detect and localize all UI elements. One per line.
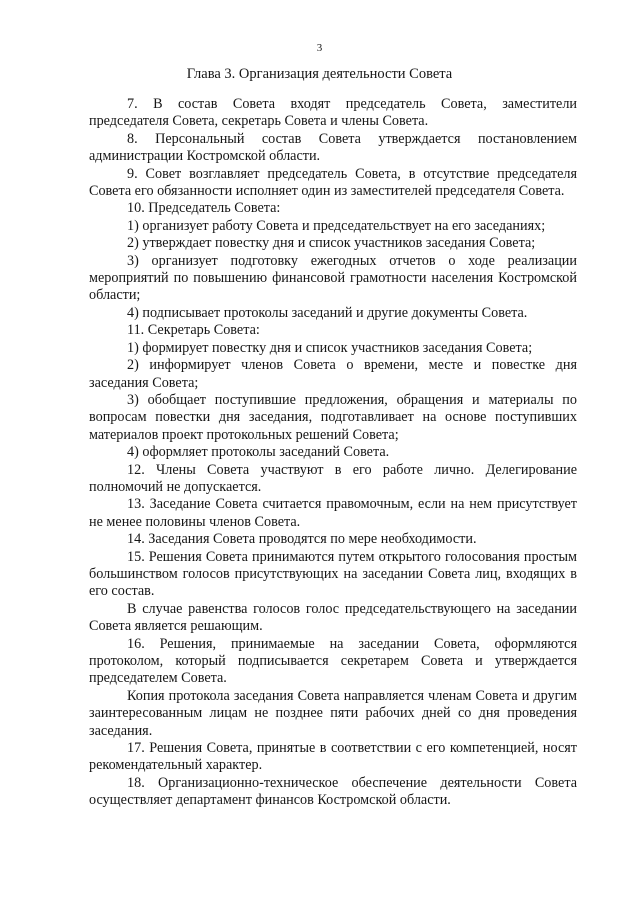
paragraph-10-item-3: 3) организует подготовку ежегодных отчетов о ходе реализации мероприятий по повышению финансовой грамотности населения Костромской области; [89, 252, 577, 304]
paragraph-11-item-3: 3) обобщает поступившие предложения, обращения и материалы по вопросам повестки дня заседания, подготавливает на основе поступивших материалов проект протокольных решений Совета; [89, 391, 577, 443]
paragraph-10-item-2: 2) утверждает повестку дня и список участников заседания Совета; [127, 235, 536, 252]
paragraph-11-item-4: 4) оформляет протоколы заседаний Совета. [127, 444, 390, 461]
paragraph-11: 11. Секретарь Совета: [127, 322, 260, 339]
paragraph-11-item-1: 1) формирует повестку дня и список участников заседания Совета; [127, 339, 533, 356]
paragraph-8: 8. Персональный состав Совета утверждается постановлением администрации Костромской области. [89, 130, 577, 165]
paragraph-18: 18. Организационно-техническое обеспечение деятельности Совета осуществляет департамент финансов Костромской области. [89, 774, 577, 809]
paragraph-10: 10. Председатель Совета: [127, 200, 281, 217]
paragraph-7: 7. В состав Совета входят председатель Совета, заместители председателя Совета, секретарь Совета и члены Совета. [89, 96, 577, 130]
document-body [89, 96, 577, 810]
paragraph-12: 12. Члены Совета участвуют в его работе лично. Делегирование полномочий не допускается. [89, 461, 577, 495]
paragraph-16: 16. Решения, принимаемые на заседании Совета, оформляются протоколом, который подписывается секретарем Совета и утверждается председателем Совета. [89, 635, 577, 687]
paragraph-9: 9. Совет возглавляет председатель Совета, в отсутствие председателя Совета его обязанности исполняет один из заместителей председателя Совета. [89, 165, 577, 200]
paragraph-11-item-2: 2) информирует членов Совета о времени, месте и повестке дня заседания Совета; [89, 357, 577, 391]
paragraph-17: 17. Решения Совета, принятые в соответствии с его компетенцией, носят рекомендательный характер. [89, 740, 577, 774]
paragraph-15-tie-rule: В случае равенства голосов голос председательствующего на заседании Совета является решающим. [89, 600, 577, 635]
paragraph-15: 15. Решения Совета принимаются путем открытого голосования простым большинством голосов присутствующих на заседании Совета лиц, входящих в его состав. [89, 548, 577, 600]
paragraph-10-item-1: 1) организует работу Совета и председательствует на его заседаниях; [127, 217, 546, 234]
paragraph-13: 13. Заседание Совета считается правомочным, если на нем присутствует не менее половины членов Совета. [89, 496, 577, 530]
chapter-title: Глава 3. Организация деятельности Совета [186, 66, 453, 82]
paragraph-10-item-4: 4) подписывает протоколы заседаний и другие документы Совета. [127, 304, 528, 321]
paragraph-16-copy-rule: Копия протокола заседания Совета направляется членам Совета и другим заинтересованным лицам не позднее пяти рабочих дней со дня проведения заседания. [89, 687, 577, 739]
paragraph-14: 14. Заседания Совета проводятся по мере необходимости. [127, 531, 477, 548]
page-number: 3 [316, 42, 323, 54]
